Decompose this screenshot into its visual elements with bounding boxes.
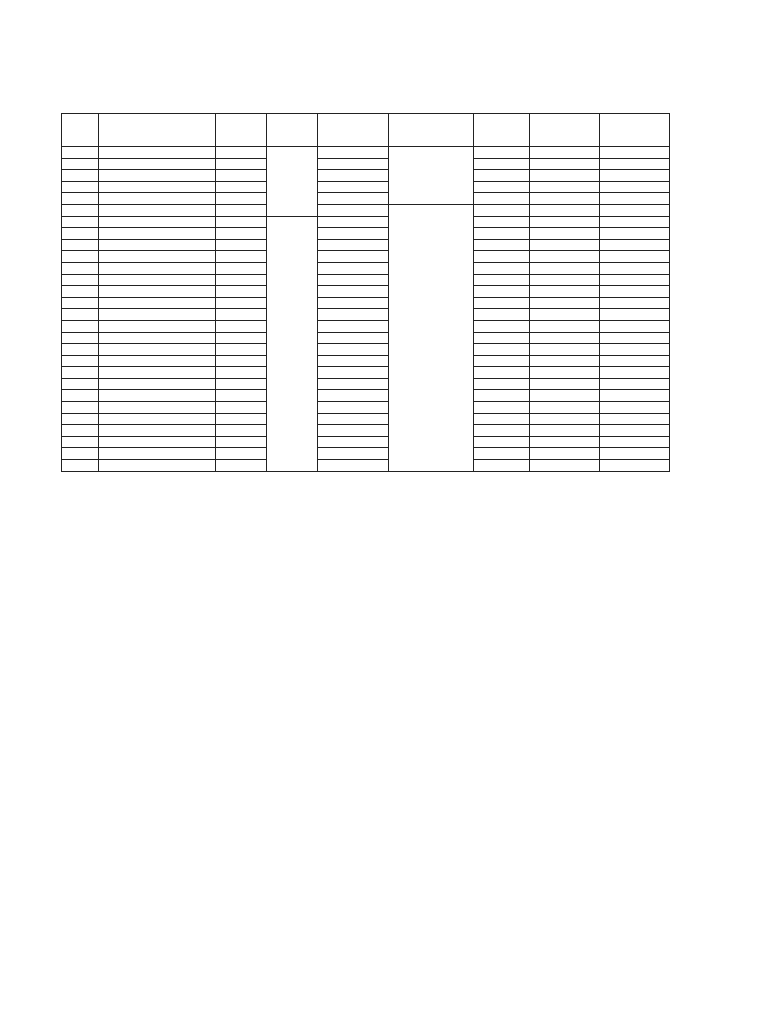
cell-gender: [600, 402, 670, 414]
cell-title: [99, 367, 216, 379]
cell-unit-cost: [216, 262, 267, 274]
cell-geo: [318, 425, 389, 437]
header-sr-no: [62, 114, 99, 147]
cell-education: [530, 355, 600, 367]
cell-unit-cost: [216, 344, 267, 356]
table-row: [62, 297, 670, 309]
machinery-table: [61, 113, 670, 472]
cell-unit-cost: [216, 181, 267, 193]
cell-unit-cost: [216, 425, 267, 437]
cell-geo: [318, 320, 389, 332]
table-row: [62, 274, 670, 286]
cell-sr-no: [62, 170, 99, 182]
cell-title: [99, 320, 216, 332]
cell-age-limit: [474, 239, 530, 251]
cell-sr-no: [62, 204, 99, 216]
cell-title: [99, 436, 216, 448]
cell-geo: [318, 286, 389, 298]
cell-gender: [600, 228, 670, 240]
cell-unit-cost: [216, 332, 267, 344]
cell-geo: [318, 413, 389, 425]
cell-education: [530, 436, 600, 448]
cell-gender: [600, 413, 670, 425]
table-row: [62, 158, 670, 170]
table-row: [62, 378, 670, 390]
table-row: [62, 448, 670, 460]
cell-education: [530, 251, 600, 263]
table-row: [62, 344, 670, 356]
cell-gender: [600, 204, 670, 216]
cell-gender: [600, 425, 670, 437]
cell-title: [99, 181, 216, 193]
table-row: [62, 239, 670, 251]
cell-gender: [600, 262, 670, 274]
cell-gender: [600, 344, 670, 356]
header-unit-cost: [216, 114, 267, 147]
cell-sr-no: [62, 274, 99, 286]
cell-geo: [318, 251, 389, 263]
cell-gender: [600, 158, 670, 170]
table-row: [62, 320, 670, 332]
cell-gender: [600, 460, 670, 472]
cell-gender: [600, 332, 670, 344]
cell-title: [99, 344, 216, 356]
cell-education: [530, 286, 600, 298]
cell-sr-no: [62, 193, 99, 205]
cell-title: [99, 413, 216, 425]
cell-unit-cost: [216, 147, 267, 159]
cell-age-limit: [474, 378, 530, 390]
cell-title: [99, 332, 216, 344]
cell-geo: [318, 332, 389, 344]
header-education: [530, 114, 600, 147]
cell-title: [99, 158, 216, 170]
cell-education: [530, 158, 600, 170]
cell-age-limit: [474, 344, 530, 356]
cell-sr-no: [62, 239, 99, 251]
cell-gender: [600, 378, 670, 390]
cell-unit-cost: [216, 204, 267, 216]
cell-title: [99, 402, 216, 414]
cell-sr-no: [62, 147, 99, 159]
cell-unit-cost: [216, 297, 267, 309]
table-row: [62, 355, 670, 367]
cell-age-limit: [474, 286, 530, 298]
section-3-heading: [82, 754, 98, 764]
cell-education: [530, 170, 600, 182]
table-row: [62, 181, 670, 193]
cell-title: [99, 286, 216, 298]
cell-unit-cost: [216, 413, 267, 425]
cell-age-limit: [474, 193, 530, 205]
cell-unit-cost: [216, 251, 267, 263]
cell-geo: [318, 378, 389, 390]
cell-sr-no: [62, 390, 99, 402]
table-row: [62, 309, 670, 321]
cell-geo: [318, 367, 389, 379]
cell-education: [530, 413, 600, 425]
cell-education: [530, 332, 600, 344]
cell-sr-no: [62, 378, 99, 390]
table-row: [62, 436, 670, 448]
header-app-title: [99, 114, 216, 147]
cell-age-limit: [474, 402, 530, 414]
cell-gender: [600, 436, 670, 448]
cell-gender: [600, 448, 670, 460]
cell-title: [99, 390, 216, 402]
cell-age-limit: [474, 332, 530, 344]
cell-unit-cost: [216, 170, 267, 182]
cell-sr-no: [62, 413, 99, 425]
cell-age-limit: [474, 297, 530, 309]
table-header-row: [62, 114, 670, 147]
cell-gender: [600, 367, 670, 379]
cell-age-limit: [474, 436, 530, 448]
cell-age-limit: [474, 262, 530, 274]
cell-education: [530, 390, 600, 402]
cell-age-limit: [474, 158, 530, 170]
cell-unit-cost: [216, 216, 267, 228]
cell-unit-cost: [216, 460, 267, 472]
cell-sr-no: [62, 320, 99, 332]
cell-age-limit: [474, 251, 530, 263]
cell-education: [530, 216, 600, 228]
cell-unit-cost: [216, 367, 267, 379]
cell-title: [99, 170, 216, 182]
cell-age-limit: [474, 204, 530, 216]
cell-title: [99, 460, 216, 472]
cell-education: [530, 402, 600, 414]
cell-title: [99, 448, 216, 460]
cell-gender: [600, 216, 670, 228]
cell-title: [99, 262, 216, 274]
cell-age-limit: [474, 355, 530, 367]
cell-sr-no: [62, 448, 99, 460]
cell-sr-no: [62, 402, 99, 414]
table-row: [62, 425, 670, 437]
cell-unit-cost: [216, 228, 267, 240]
cell-unit-cost: [216, 309, 267, 321]
cell-gender: [600, 239, 670, 251]
cell-title: [99, 309, 216, 321]
cell-title: [99, 425, 216, 437]
table-row: [62, 367, 670, 379]
header-gender: [600, 114, 670, 147]
cell-min-land-empty: [389, 204, 474, 471]
cell-education: [530, 147, 600, 159]
table-row: [62, 286, 670, 298]
cell-age-limit: [474, 170, 530, 182]
cell-education: [530, 228, 600, 240]
header-pattern: [267, 114, 318, 147]
cell-gender: [600, 286, 670, 298]
cell-education: [530, 367, 600, 379]
cell-gender: [600, 147, 670, 159]
cell-gender: [600, 320, 670, 332]
cell-geo: [318, 402, 389, 414]
table-row: [62, 193, 670, 205]
cell-min-land: [389, 147, 474, 205]
cell-sr-no: [62, 309, 99, 321]
table-row: [62, 170, 670, 182]
cell-sr-no: [62, 251, 99, 263]
cell-geo: [318, 309, 389, 321]
cell-unit-cost: [216, 402, 267, 414]
cell-education: [530, 378, 600, 390]
cell-geo: [318, 262, 389, 274]
cell-gender: [600, 251, 670, 263]
cell-gender: [600, 355, 670, 367]
cell-title: [99, 193, 216, 205]
cell-age-limit: [474, 413, 530, 425]
cell-sr-no: [62, 286, 99, 298]
cell-title: [99, 239, 216, 251]
cell-geo: [318, 297, 389, 309]
cell-education: [530, 262, 600, 274]
cell-title: [99, 378, 216, 390]
cell-age-limit: [474, 448, 530, 460]
cell-unit-cost: [216, 286, 267, 298]
cell-sr-no: [62, 216, 99, 228]
header-geo: [318, 114, 389, 147]
header-min-land: [389, 114, 474, 147]
cell-title: [99, 216, 216, 228]
cell-education: [530, 181, 600, 193]
cell-age-limit: [474, 367, 530, 379]
cell-geo: [318, 239, 389, 251]
cell-geo: [318, 344, 389, 356]
cell-sr-no: [62, 297, 99, 309]
cell-geo: [318, 460, 389, 472]
cell-age-limit: [474, 390, 530, 402]
cell-gender: [600, 193, 670, 205]
cell-education: [530, 297, 600, 309]
table-row: [62, 332, 670, 344]
cell-unit-cost: [216, 378, 267, 390]
cell-sr-no: [62, 425, 99, 437]
cell-unit-cost: [216, 355, 267, 367]
section-2-heading: [82, 610, 98, 620]
cell-age-limit: [474, 181, 530, 193]
cell-sr-no: [62, 332, 99, 344]
cell-gender: [600, 274, 670, 286]
cell-age-limit: [474, 216, 530, 228]
table-row: [62, 390, 670, 402]
cell-age-limit: [474, 228, 530, 240]
cell-sr-no: [62, 436, 99, 448]
cell-title: [99, 355, 216, 367]
cell-unit-cost: [216, 193, 267, 205]
cell-education: [530, 193, 600, 205]
cell-sr-no: [62, 228, 99, 240]
cell-sr-no: [62, 262, 99, 274]
cell-title: [99, 147, 216, 159]
cell-geo: [318, 390, 389, 402]
cell-geo: [318, 216, 389, 228]
table-row: [62, 216, 670, 228]
cell-age-limit: [474, 274, 530, 286]
table-row: [62, 228, 670, 240]
cell-geo: [318, 158, 389, 170]
section-1-heading: [82, 93, 98, 103]
cell-geo: [318, 436, 389, 448]
cell-education: [530, 344, 600, 356]
table-row: [62, 460, 670, 472]
cell-gender: [600, 170, 670, 182]
cell-education: [530, 460, 600, 472]
cell-geo: [318, 274, 389, 286]
cell-title: [99, 251, 216, 263]
cell-geo: [318, 193, 389, 205]
cell-geo: [318, 147, 389, 159]
cell-unit-cost: [216, 448, 267, 460]
cell-unit-cost: [216, 320, 267, 332]
table-row: [62, 251, 670, 263]
table-row: [62, 204, 670, 216]
cell-title: [99, 228, 216, 240]
cell-sr-no: [62, 344, 99, 356]
cell-age-limit: [474, 309, 530, 321]
cell-title: [99, 297, 216, 309]
header-age-limit: [474, 114, 530, 147]
cell-age-limit: [474, 425, 530, 437]
cell-unit-cost: [216, 274, 267, 286]
cell-education: [530, 274, 600, 286]
cell-education: [530, 425, 600, 437]
cell-unit-cost: [216, 239, 267, 251]
cell-unit-cost: [216, 390, 267, 402]
cell-sr-no: [62, 158, 99, 170]
table-row: [62, 413, 670, 425]
cell-education: [530, 448, 600, 460]
cell-age-limit: [474, 147, 530, 159]
table-row: [62, 147, 670, 159]
cell-geo: [318, 204, 389, 216]
cell-gender: [600, 309, 670, 321]
cell-pattern: [267, 147, 318, 217]
cell-sr-no: [62, 367, 99, 379]
cell-geo: [318, 228, 389, 240]
cell-gender: [600, 297, 670, 309]
cell-geo: [318, 448, 389, 460]
cell-sr-no: [62, 460, 99, 472]
cell-title: [99, 204, 216, 216]
cell-geo: [318, 170, 389, 182]
table-row: [62, 262, 670, 274]
cell-education: [530, 320, 600, 332]
cell-gender: [600, 390, 670, 402]
cell-gender: [600, 181, 670, 193]
cell-geo: [318, 355, 389, 367]
cell-title: [99, 274, 216, 286]
cell-age-limit: [474, 460, 530, 472]
cell-education: [530, 239, 600, 251]
cell-age-limit: [474, 320, 530, 332]
cell-pattern-empty: [267, 216, 318, 471]
cell-sr-no: [62, 181, 99, 193]
cell-unit-cost: [216, 436, 267, 448]
table-row: [62, 402, 670, 414]
cell-sr-no: [62, 355, 99, 367]
cell-education: [530, 204, 600, 216]
cell-education: [530, 309, 600, 321]
cell-geo: [318, 181, 389, 193]
cell-unit-cost: [216, 158, 267, 170]
